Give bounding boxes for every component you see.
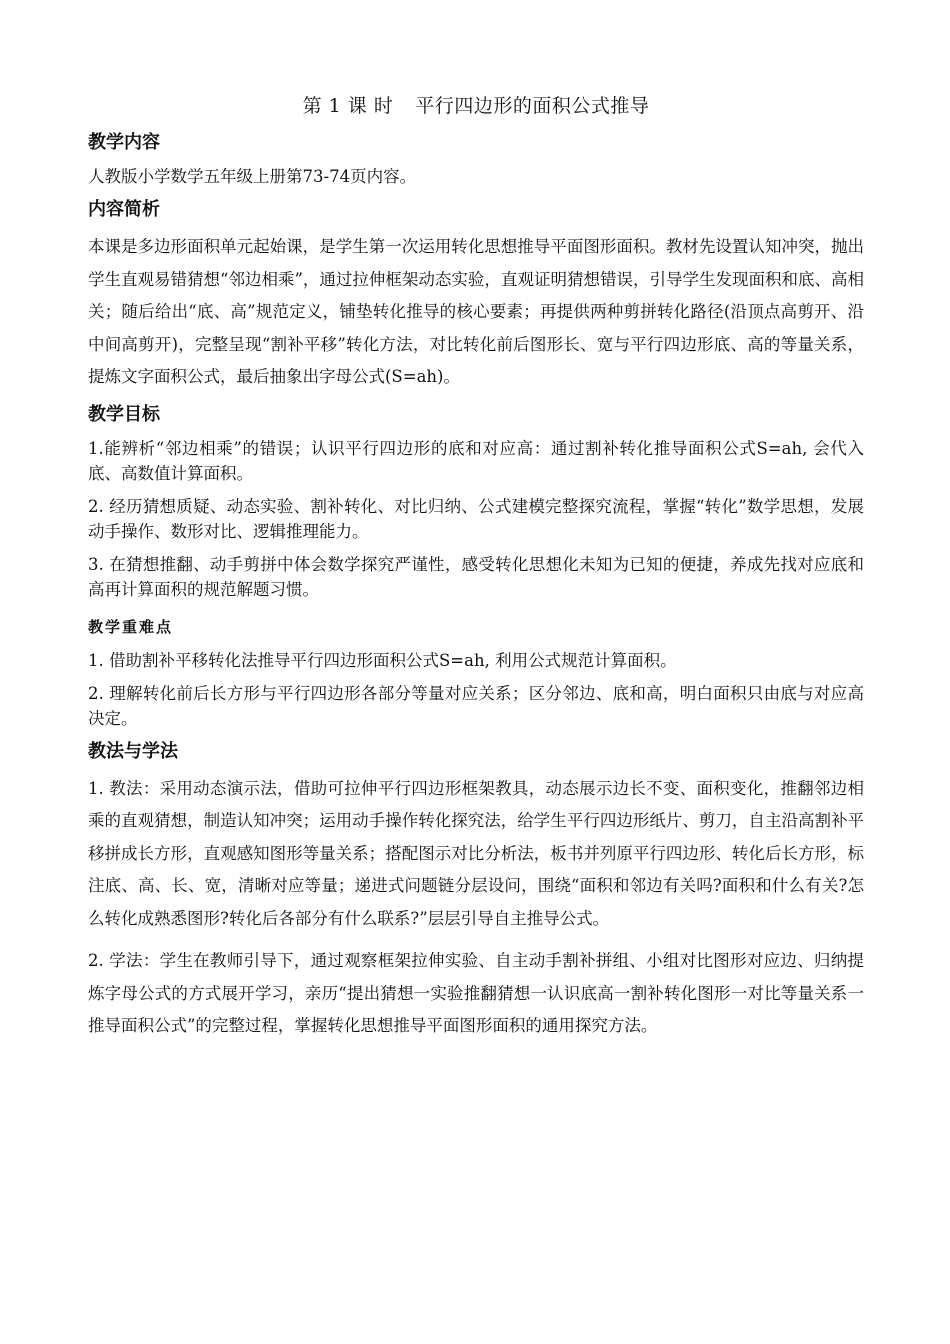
section-heading-key-points: 教学重难点 (88, 617, 174, 636)
analysis-text: 本课是多边形面积单元起始课，是学生第一次运用转化思想推导平面图形面积。教材先设置认知冲突，抛出学生直观易错猜想“邻边相乘”，通过拉伸框架动态实验，直观证明猜想错误，引导学生发现面积和底、高相关；随后给出“底、高”规范定义，铺垫转化推导的核心要素；再提供两种剪拼转化路径(沿顶点高剪开、沿中间高剪开)，完整呈现“割补平移”转化方法，对比转化前后图形长、宽与平行四边形底、高的等量关系，提炼文字面积公式，最后抽象出字母公式(S=ah)。 (88, 237, 864, 386)
learning-method-text: 2. 学法：学生在教师引导下，通过观察框架拉伸实验、自主动手割补拼组、小组对比图形对应边、归纳提炼字母公式的方式展开学习，亲历“提出猜想一实验推翻猜想一认识底高一割补转化图形一对比等量关系一推导面积公式”的完整过程，掌握转化思想推导平面图形面积的通用探究方法。 (88, 951, 864, 1035)
key-point-item-2: 2. 理解转化前后长方形与平行四边形各部分等量对应关系；区分邻边、底和高，明白面积只由底与对应高决定。 (88, 683, 864, 728)
section-heading-content: 教学内容 (88, 132, 160, 153)
key-point-item-1: 1. 借助割补平移转化法推导平行四边形面积公式S=ah, 利用公式规范计算面积。 (88, 650, 677, 670)
goal-item-2: 2. 经历猜想质疑、动态实验、割补转化、对比归纳、公式建模完整探究流程，掌握“转化”数学思想，发展动手操作、数形对比、逻辑推理能力。 (88, 496, 864, 541)
section-heading-analysis: 内容简析 (88, 199, 160, 220)
goal-item-1: 1.能辨析“邻边相乘”的错误；认识平行四边形的底和对应高：通过割补转化推导面积公式S=ah, 会代入底、高数值计算面积。 (88, 438, 864, 483)
lesson-title: 平行四边形的面积公式推导 (415, 95, 650, 117)
section-heading-methods: 教法与学法 (88, 740, 178, 762)
page-title (88, 92, 864, 120)
teaching-method-text: 1. 教法：采用动态演示法，借助可拉伸平行四边形框架教具，动态展示边长不变、面积变化，推翻邻边相乘的直观猜想，制造认知冲突；运用动手操作转化探究法，给学生平行四边形纸片、剪刀，自主沿高割补平移拼成长方形，直观感知图形等量关系；搭配图示对比分析法，板书并列原平行四边形、转化后长方形，标注底、高、长、宽，清晰对应等量；递进式问题链分层设问，围绕“面积和邻边有关吗?面积和什么有关?怎么转化成熟悉图形?转化后各部分有什么联系?”层层引导自主推导公式。 (88, 778, 864, 928)
lesson-number: 第 1 课 时 (302, 95, 394, 117)
section-heading-goals: 教学目标 (88, 403, 160, 425)
content-text: 人教版小学数学五年级上册第73-74页内容。 (88, 167, 417, 186)
goal-item-3: 3. 在猜想推翻、动手剪拼中体会数学探究严谨性，感受转化思想化未知为已知的便捷，养成先找对应底和高再计算面积的规范解题习惯。 (88, 554, 864, 599)
